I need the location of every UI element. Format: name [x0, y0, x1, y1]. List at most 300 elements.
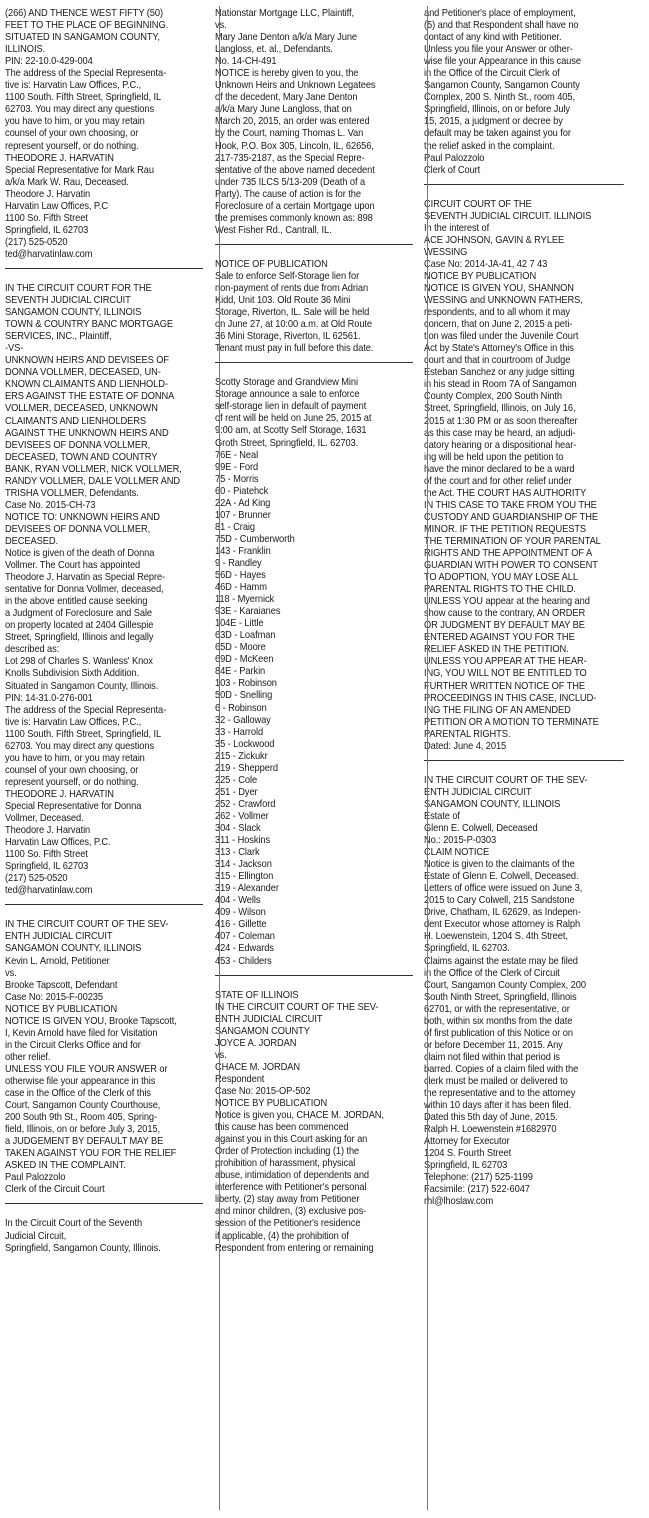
notice-line: abuse, intimidation of dependents and	[214, 1170, 369, 1182]
notice-line: ING, YOU WILL NOT BE ENTITLED TO	[424, 668, 588, 680]
notice-line: field, Illinois, on or before July 3, 2015,	[5, 1124, 161, 1136]
notice-line: Tenant must pay in full before this date.	[214, 343, 373, 355]
notice-line: THE TERMINATION OF YOUR PARENTAL	[424, 535, 602, 547]
notice-line: Knolls Subdivision Sixth Addition.	[5, 668, 140, 680]
notice-line: 416 - Gillette	[214, 919, 267, 931]
notice-line: West Fisher Rd., Cantrall, IL.	[214, 224, 332, 236]
notice-line: FURTHER WRITTEN NOTICE OF THE	[424, 680, 586, 692]
notice-line: session of the Petitioner's residence	[214, 1218, 361, 1230]
notice-line: DONNA VOLLMER, DECEASED, UN-	[5, 367, 161, 379]
notice-line: ENTH JUDICIAL CIRCUIT	[5, 931, 113, 943]
notice-line: PROCEEDINGS IN THIS CASE, INCLUD-	[424, 692, 597, 704]
notice-line: of the decedent, Mary Jane Denton	[214, 92, 358, 104]
notice-line: 409 - Wilson	[214, 907, 266, 919]
notice-line: Langloss, et. al., Defendants.	[214, 44, 333, 56]
notice-line: 62703. You may direct any questions	[5, 740, 155, 752]
notice-line: 118 - Myernick	[214, 594, 274, 606]
legal-notice	[5, 1218, 203, 1254]
notice-line: CIRCUIT COURT OF THE	[424, 198, 533, 210]
notice-line: 219 - Shepperd	[214, 762, 278, 774]
notice-line: Case No: 2014-JA-41, 42 7 43	[424, 258, 548, 270]
notice-line: Glenn E. Colwell, Deceased	[424, 823, 538, 834]
notice-line: Notice is given you, CHACE M. JORDAN,	[214, 1110, 384, 1122]
notice-divider	[5, 904, 203, 905]
notice-line: (266) AND THENCE WEST FIFTY (50)	[5, 8, 164, 19]
column-rule	[427, 6, 428, 1510]
notice-line: and Petitioner's place of employment,	[424, 8, 577, 19]
notice-line: prohibition of harassment, physical	[214, 1158, 355, 1170]
notice-line: 65D - Moore	[214, 642, 266, 654]
notice-line: tion was filed under the Juvenile Court	[424, 331, 579, 343]
notice-divider	[215, 244, 413, 245]
notice-line: a/k/a Mary June Langloss, that on	[214, 104, 352, 116]
notice-line: 56D - Hayes	[214, 570, 266, 582]
notice-line: Paul Palozzolo	[424, 152, 485, 164]
notice-line: 2015 to Cary Colwell, 215 Sandstone	[424, 895, 575, 907]
notice-line: WESSING	[424, 246, 468, 258]
notice-line: by the Court, naming Thomas L. Van	[214, 128, 363, 140]
notice-line: Clerk of Court	[424, 164, 481, 176]
notice-line: 200 South 9th St., Room 405, Spring-	[5, 1112, 158, 1124]
notice-line: against you in this Court asking for an	[214, 1134, 367, 1146]
notice-line: In the interest of	[424, 222, 490, 234]
notice-line: Order of Protection including (1) the	[214, 1146, 359, 1158]
notice-line: March 20, 2015, an order was entered	[214, 116, 370, 128]
notice-line: catory hearing or a dispositional hear-	[424, 439, 577, 451]
notice-line: SEVENTH JUDICIAL CIRCUIT	[5, 295, 131, 307]
notice-line: 104E - Little	[214, 618, 264, 630]
column-rule	[219, 6, 220, 1510]
notice-line: 304 - Slack	[214, 823, 261, 834]
notice-line: NOTICE BY PUBLICATION	[424, 270, 537, 282]
notice-line: 315 - Ellington	[214, 871, 273, 883]
notice-line: PARENTAL RIGHTS TO THE CHILD.	[424, 584, 577, 596]
notice-line: or before December 11, 2015. Any	[424, 1039, 564, 1051]
notice-line: vs.	[214, 20, 227, 32]
notice-divider	[215, 975, 413, 976]
notice-line: 1204 S. Fourth Street	[424, 1148, 512, 1160]
notice-line: SANGAMON COUNTY, ILLINOIS	[5, 307, 142, 319]
notice-line: Foreclosure of a certain Mortgage upon	[214, 200, 375, 212]
notice-line: ERS AGAINST THE ESTATE OF DONNA	[5, 391, 175, 403]
notice-line: Notice is given of the death of Donna	[5, 548, 155, 560]
notice-line: (5) and that Respondent shall have no	[424, 20, 579, 32]
notice-line: ENTERED AGAINST YOU FOR THE	[424, 632, 576, 644]
notice-line: Springfield, Sangamon County, Illinois.	[5, 1242, 161, 1254]
notice-line: ACE JOHNSON, GAVIN & RYLEE	[424, 234, 565, 246]
notice-line: 453 - Childers	[214, 955, 272, 967]
notice-line: on property located at 2404 Gillespie	[5, 620, 154, 632]
notice-line: Springfield, IL 62703	[5, 861, 89, 873]
legal-notice	[5, 8, 203, 261]
notice-line: ILLINOIS.	[5, 44, 46, 56]
notice-line: Special Representative for Mark Rau	[5, 164, 154, 176]
notice-line: 60 - Piatehck	[214, 485, 268, 497]
notice-line: on June 27, at 10:00 a.m. at Old Route	[214, 319, 372, 331]
notice-line: Ralph H. Loewenstein #1682970	[424, 1124, 557, 1136]
notice-line: ted@harvatinlaw.com	[5, 248, 93, 260]
notice-line: represent yourself, or do nothing.	[5, 140, 139, 152]
notice-line: I, Kevin Arnold have filed for Visitation	[5, 1027, 158, 1039]
notice-line: SITUATED IN SANGAMON COUNTY,	[5, 32, 160, 44]
notice-line: rhl@lhoslaw.com	[424, 1196, 494, 1208]
notice-line: PETITION OR A MOTION TO TERMINATE	[424, 716, 600, 728]
notice-line: Estate of	[424, 810, 461, 822]
column-2	[215, 8, 413, 1255]
notice-line: 1100 South. Fifth Street, Springfield, IL	[5, 728, 162, 740]
notice-divider	[5, 1203, 203, 1204]
notice-line: have the minor declared to be a ward	[424, 463, 575, 475]
notice-line: JOYCE A. JORDAN	[214, 1037, 297, 1049]
notice-line: of first publication of this Notice or on	[424, 1027, 574, 1039]
notice-line: Harvatin Law Offices, P.C.	[5, 837, 111, 849]
notice-line: Drive, Chatham, IL 62629, as Indepen-	[424, 907, 582, 919]
notice-line: 32 - Galloway	[214, 714, 271, 726]
notice-line: IN THIS CASE TO TAKE FROM YOU THE	[424, 499, 598, 511]
notice-line: Court, Sangamon County Complex, 200	[424, 979, 587, 991]
notice-line: H. Loewenstein, 1204 S. 4th Street,	[424, 931, 569, 943]
notice-line: Vollmer, Deceased.	[5, 813, 84, 825]
notice-line: -VS-	[5, 343, 24, 355]
notice-line: a/k/a Mark W. Rau, Deceased.	[5, 176, 129, 188]
notice-line: Notice is given to the claimants of the	[424, 859, 576, 871]
notice-line: Theodore J. Harvatin	[5, 825, 91, 837]
notice-line: BANK, RYAN VOLLMER, NICK VOLLMER,	[5, 463, 182, 475]
notice-line: IN THE CIRCUIT COURT OF THE SEV-	[424, 774, 588, 786]
notice-line: Unknown Heirs and Unknown Legatees	[214, 80, 376, 92]
notice-line: Springfield, IL 62703	[5, 224, 89, 236]
notice-line: ENTH JUDICIAL CIRCUIT	[214, 1013, 323, 1025]
notice-line: case in the Office of the Clerk of this	[5, 1088, 151, 1100]
notice-line: PARENTAL RIGHTS.	[424, 728, 511, 740]
notice-line: dent Executor whose attorney is Ralph	[424, 919, 581, 931]
notice-line: Respondent from entering or remaining	[214, 1242, 374, 1254]
notice-line: 75D - Cumberworth	[214, 533, 295, 545]
notice-divider	[424, 184, 623, 185]
notice-line: ted@harvatinlaw.com	[5, 885, 93, 897]
notice-line: 313 - Clark	[214, 847, 260, 859]
legal-notice	[5, 283, 203, 897]
notice-line: 107 - Brunner	[214, 509, 271, 521]
notice-line: PIN: 14-31.0-276-001	[5, 692, 93, 704]
notice-line: FEET TO THE PLACE OF BEGINNING.	[5, 20, 169, 32]
notice-line: 75 - Morris	[214, 473, 259, 485]
notice-line: clerk must be mailed or delivered to	[424, 1075, 569, 1087]
notice-line: Letters of office were issued on June 3,	[424, 883, 583, 895]
notice-line: TO ADOPTION, YOU MAY LOSE ALL	[424, 572, 579, 584]
notice-line: Esteban Sanchez or any judge sitting	[424, 367, 575, 379]
notice-line: this cause has been commenced	[214, 1122, 349, 1134]
legal-notice	[215, 8, 413, 237]
notice-line: In the Circuit Court of the Seventh	[5, 1218, 143, 1230]
notice-line: Attorney for Executor	[424, 1136, 510, 1148]
legal-notice	[424, 8, 623, 177]
notice-line: 22A - Ad King	[214, 497, 270, 509]
notice-line: both, within six months from the date	[424, 1015, 573, 1027]
notice-line: SEVENTH JUDICIAL CIRCUIT. ILLINOIS	[424, 210, 592, 222]
notice-line: 319 - Alexander	[214, 883, 279, 895]
notice-line: a Judgment of Foreclosure and Sale	[5, 608, 153, 620]
notice-line: Situated in Sangamon County, Illinois.	[5, 680, 159, 692]
notice-line: 62701, or with the representative, or	[424, 1003, 571, 1015]
notice-line: Case No. 2015-CH-73	[5, 499, 96, 511]
notice-line: NOTICE BY PUBLICATION	[214, 1097, 327, 1109]
notice-line: Storage announce a sale to enforce	[214, 389, 360, 401]
notice-line: 262 - Vollmer	[214, 810, 269, 822]
notice-line: 143 - Franklin	[214, 545, 271, 557]
notice-divider	[424, 760, 623, 761]
notice-line: of the court and for other relief under	[424, 475, 573, 487]
notice-divider	[5, 268, 203, 269]
notice-line: DECEASED.	[5, 535, 59, 547]
notice-line: ing will be held upon the petition to	[424, 451, 564, 463]
notice-line: Hook, P.O. Box 305, Lincoln, IL, 62656,	[214, 140, 374, 152]
notice-line: CLAIM NOTICE	[424, 847, 490, 859]
notice-line: WESSING and UNKNOWN FATHERS,	[424, 295, 584, 307]
notice-line: SANGAMON COUNTY	[214, 1025, 310, 1037]
notice-line: 407 - Coleman	[214, 931, 275, 943]
notice-line: 63D - Loafman	[214, 630, 276, 642]
notice-line: ING THE FILING OF AN AMENDED	[424, 704, 572, 716]
notice-line: AGAINST THE UNKNOWN HEIRS AND	[5, 427, 169, 439]
notice-line: in the above entitled cause seeking	[5, 596, 148, 608]
notice-line: in the Circuit Clerks Office and for	[5, 1039, 141, 1051]
notice-line: Groth Street, Springfield, IL. 62703.	[214, 437, 358, 449]
notice-line: The address of the Special Representa-	[5, 68, 167, 80]
notice-line: VOLLMER, DECEASED, UNKNOWN	[5, 403, 158, 415]
notice-line: tive is: Harvatin Law Offices, P.C.,	[5, 716, 142, 728]
notice-line: otherwise file your appearance in this	[5, 1075, 156, 1087]
notice-divider	[215, 362, 413, 363]
notice-line: 314 - Jackson	[214, 859, 272, 871]
notice-line: South Ninth Street, Springfield, Illinois	[424, 991, 577, 1003]
notice-line: Theodore J. Harvatin	[5, 188, 91, 200]
notice-line: SANGAMON COUNTY, ILLINOIS	[424, 798, 561, 810]
notice-line: Clerk of the Circuit Court	[5, 1184, 105, 1196]
notice-line: NOTICE OF PUBLICATION	[214, 258, 328, 270]
notice-line: as this case may be heard, an adjudi-	[424, 427, 576, 439]
notice-line: within 10 days after it has been filed.	[424, 1100, 572, 1112]
notice-line: 46D - Hamm	[214, 582, 267, 594]
notice-line: and minor children, (3) exclusive pos-	[214, 1206, 367, 1218]
notice-line: TAKEN AGAINST YOU FOR THE RELIEF	[5, 1148, 177, 1160]
notice-line: interference with Petitioner's personal	[214, 1182, 367, 1194]
notice-line: OR JUDGMENT BY DEFAULT MAY BE	[424, 620, 586, 632]
notice-line: 252 - Crawford	[214, 798, 276, 810]
notice-line: 9 - Randley	[214, 557, 262, 569]
notice-line: SANGAMON COUNTY, ILLINOIS	[5, 943, 142, 955]
notice-line: in the Office of the Clerk of Circuit	[424, 967, 561, 979]
notice-line: DEVISEES OF DONNA VOLLMER,	[5, 439, 151, 451]
notice-line: 2015 at 1:30 PM or as soon thereafter	[424, 415, 578, 427]
notice-line: Dated: June 4, 2015	[424, 740, 507, 752]
notice-line: in the Office of the Circuit Clerk of	[424, 68, 561, 80]
notice-line: Springfield, IL 62703	[424, 1160, 508, 1172]
notice-line: described as:	[5, 644, 60, 656]
notice-line: 1100 South. Fifth Street, Springfield, IL	[5, 92, 162, 104]
notice-line: under 735 ILCS 5/13-209 (Death of a	[214, 176, 365, 188]
notice-line: you have to him, or you may retain	[5, 752, 145, 764]
notice-line: the representative and to the attorney	[424, 1088, 576, 1100]
notice-line: County Complex, 200 South Ninth	[424, 391, 563, 403]
notice-line: 215 - Zickukr	[214, 750, 268, 762]
notice-line: 36 Mini Storage, Riverton, IL 62561.	[214, 331, 361, 343]
notice-line: UNLESS YOU APPEAR AT THE HEAR-	[424, 656, 588, 668]
notice-line: wise file your Appearance in this cause	[424, 56, 582, 68]
notice-line: Special Representative for Donna	[5, 801, 142, 812]
notice-line: STATE OF ILLINOIS	[214, 989, 299, 1001]
notice-line: 99E - Ford	[214, 461, 258, 473]
notice-line: vs.	[5, 967, 17, 979]
notice-line: 404 - Wells	[214, 895, 261, 907]
column-1	[5, 8, 203, 1255]
notice-line: other relief.	[5, 1051, 51, 1063]
legal-notice	[424, 775, 623, 1209]
notice-line: sentative of the above named decedent	[214, 164, 375, 176]
notice-line: THEODORE J. HARVATIN	[5, 152, 114, 164]
notice-line: SERVICES, INC., Plaintiff,	[5, 331, 112, 343]
notice-line: 1100 So. Fifth Street	[5, 212, 88, 224]
notice-line: (217) 525-0520	[5, 236, 68, 248]
notice-line: TRISHA VOLLMER, Defendants.	[5, 487, 139, 499]
notice-line: (217) 525-0520	[5, 873, 68, 885]
legal-notice	[5, 919, 203, 1196]
notice-line: Dated this 5th day of June, 2015.	[424, 1112, 559, 1124]
notice-line: ENTH JUDICIAL CIRCUIT	[424, 786, 532, 798]
notice-line: Mary Jane Denton a/k/a Mary June	[214, 32, 357, 44]
notice-line: Springfield, IL 62703.	[424, 943, 511, 955]
notice-line: Sale to enforce Self-Storage lien for	[214, 270, 359, 282]
notice-line: RANDY VOLLMER, DALE VOLLMER AND	[5, 475, 181, 487]
notice-line: 251 - Dyer	[214, 786, 258, 798]
notice-line: Street, Springfield, Illinois and legally	[5, 632, 154, 644]
notice-line: Paul Palozzolo	[5, 1172, 66, 1184]
notice-line: 15, 2015, a judgment or decree by	[424, 116, 564, 128]
notice-line: 35 - Lockwood	[214, 738, 275, 750]
notice-line: Court, Sangamon County Courthouse,	[5, 1100, 161, 1112]
notice-line: non-payment of rents due from Adrian	[214, 282, 368, 294]
notice-line: barred. Copies of a claim filed with the	[424, 1063, 579, 1075]
notice-line: claim not filed within that period is	[424, 1051, 561, 1063]
legal-notice	[215, 377, 413, 967]
notice-line: UNKNOWN HEIRS AND DEVISEES OF	[5, 355, 169, 367]
notice-line: RELIEF ASKED IN THE PETITION.	[424, 644, 570, 656]
notice-line: Telephone: (217) 525-1199	[424, 1172, 534, 1184]
notice-line: PIN: 22-10.0-429-004	[5, 56, 93, 68]
column-3	[424, 8, 623, 1209]
notice-line: NOTICE BY PUBLICATION	[5, 1003, 118, 1015]
notice-line: 6 - Robinson	[214, 702, 267, 714]
notice-line: THEODORE J. HARVATIN	[5, 788, 114, 800]
notice-line: show cause to the contrary, AN ORDER	[424, 608, 586, 620]
notice-line: NOTICE is hereby given to you, the	[214, 68, 359, 80]
notice-line: Street, Springfield, Illinois, on July 16,	[424, 403, 576, 415]
notice-line: RIGHTS AND THE APPOINTMENT OF A	[424, 548, 593, 560]
notice-line: CHACE M. JORDAN	[214, 1061, 300, 1073]
notice-line: TOWN & COUNTRY BANC MORTGAGE	[5, 319, 174, 331]
notice-line: Unless you file your Answer or other-	[424, 44, 574, 56]
notice-line: 311 - Hoskins	[214, 835, 270, 847]
notice-line: Respondent	[214, 1073, 265, 1085]
notice-line: 225 - Cole	[214, 774, 257, 786]
notice-line: 62703. You may direct any questions	[5, 104, 155, 116]
notice-line: you have to him, or you may retain	[5, 116, 145, 128]
notice-line: UNLESS YOU FILE YOUR ANSWER or	[5, 1063, 168, 1075]
notice-line: Harvatin Law Offices, P.C	[5, 200, 108, 212]
notice-line: 1100 So. Fifth Street	[5, 849, 88, 861]
notice-line: tive is: Harvatin Law Offices, P.C.,	[5, 80, 142, 92]
legal-notice	[424, 199, 623, 753]
notice-line: a JUDGEMENT BY DEFAULT MAY BE	[5, 1136, 164, 1148]
notice-line: No. 14-CH-491	[214, 56, 277, 68]
notice-line: UNLESS YOU appear at the hearing and	[424, 596, 591, 608]
notice-line: counsel of your own choosing, or	[5, 764, 139, 776]
notice-line: 81 - Craig	[214, 521, 255, 533]
notice-line: Brooke Tapscott, Defendant	[5, 979, 118, 991]
notice-line: if applicable, (4) the prohibition of	[214, 1230, 349, 1242]
notice-line: IN THE CIRCUIT COURT OF THE SEV-	[214, 1001, 379, 1013]
notice-line: concern, that on June 2, 2015 a peti-	[424, 319, 573, 331]
notice-line: Party). The cause of action is for the	[214, 188, 361, 200]
notice-line: counsel of your own choosing, or	[5, 128, 139, 140]
notice-line: 9:00 am, at Scotty Self Storage, 1631	[214, 425, 367, 437]
notice-line: respondents, and to all whom it may	[424, 307, 571, 319]
notice-line: default may be taken against you for	[424, 128, 572, 140]
notice-line: The address of the Special Representa-	[5, 704, 167, 716]
notice-line: Claims against the estate may be filed	[424, 955, 579, 967]
notice-line: the premises commonly known as: 898	[214, 212, 373, 224]
notice-line: 84E - Parkin	[214, 666, 265, 678]
notice-line: Springfield, Illinois, on or before July	[424, 104, 571, 116]
notice-line: court and that in courtroom of Judge	[424, 355, 571, 367]
notice-line: the Act. THE COURT HAS AUTHORITY	[424, 487, 587, 499]
notice-line: DEVISEES OF DONNA VOLLMER,	[5, 523, 151, 535]
notice-line: 93E - Karaianes	[214, 606, 281, 618]
notice-line: Vollmer. The Court has appointed	[5, 560, 141, 572]
notice-line: Complex, 200 S. Ninth St., room 405,	[424, 92, 576, 104]
notice-line: Scotty Storage and Grandview Mini	[214, 377, 358, 389]
notice-line: 103 - Robinson	[214, 678, 277, 690]
notice-line: NOTICE IS GIVEN YOU, Brooke Tapscott,	[5, 1015, 177, 1027]
legal-notice	[215, 990, 413, 1255]
notice-line: Kevin L. Arnold, Petitioner	[5, 955, 110, 967]
notice-line: 50D - Snelling	[214, 690, 272, 702]
notice-line: vs.	[214, 1049, 227, 1061]
notice-line: the relief asked in the complaint.	[424, 140, 555, 152]
notice-line: Case No: 2015-OP-502	[214, 1085, 311, 1097]
notice-line: Kidd, Unit 103. Old Route 36 Mini	[214, 295, 350, 307]
notice-line: MINOR. IF THE PETITION REQUESTS	[424, 523, 587, 535]
notice-line: ASKED IN THE COMPLAINT.	[5, 1160, 126, 1172]
notice-line: represent yourself, or do nothing.	[5, 776, 139, 788]
notice-line: Judicial Circuit,	[5, 1230, 67, 1242]
notice-line: 424 - Edwards	[214, 943, 274, 955]
notice-line: GUARDIAN WITH POWER TO CONSENT	[424, 560, 599, 572]
notice-line: in his stead in Room 7A of Sangamon	[424, 379, 578, 391]
notice-line: Facsimile: (217) 522-6047	[424, 1184, 531, 1196]
notice-line: of rent will be held on June 25, 2015 at	[214, 413, 372, 425]
notice-line: Storage, Riverton, IL. Sale will be held	[214, 307, 369, 319]
notice-line: KNOWN CLAIMANTS AND LIENHOLD-	[5, 379, 168, 391]
notice-line: liberty, (2) stay away from Petitioner	[214, 1194, 360, 1206]
legal-notice	[215, 259, 413, 355]
notice-line: DECEASED, TOWN AND COUNTRY	[5, 451, 158, 463]
notice-line: Act by State's Attorney's Office in this	[424, 343, 575, 355]
notice-line: Case No: 2015-F-00235	[5, 991, 103, 1003]
notice-line: contact of any kind with Petitioner.	[424, 32, 562, 44]
notice-line: self-storage lien in default of payment	[214, 401, 366, 413]
notice-line: Theodore J. Harvatin as Special Repre-	[5, 572, 166, 584]
